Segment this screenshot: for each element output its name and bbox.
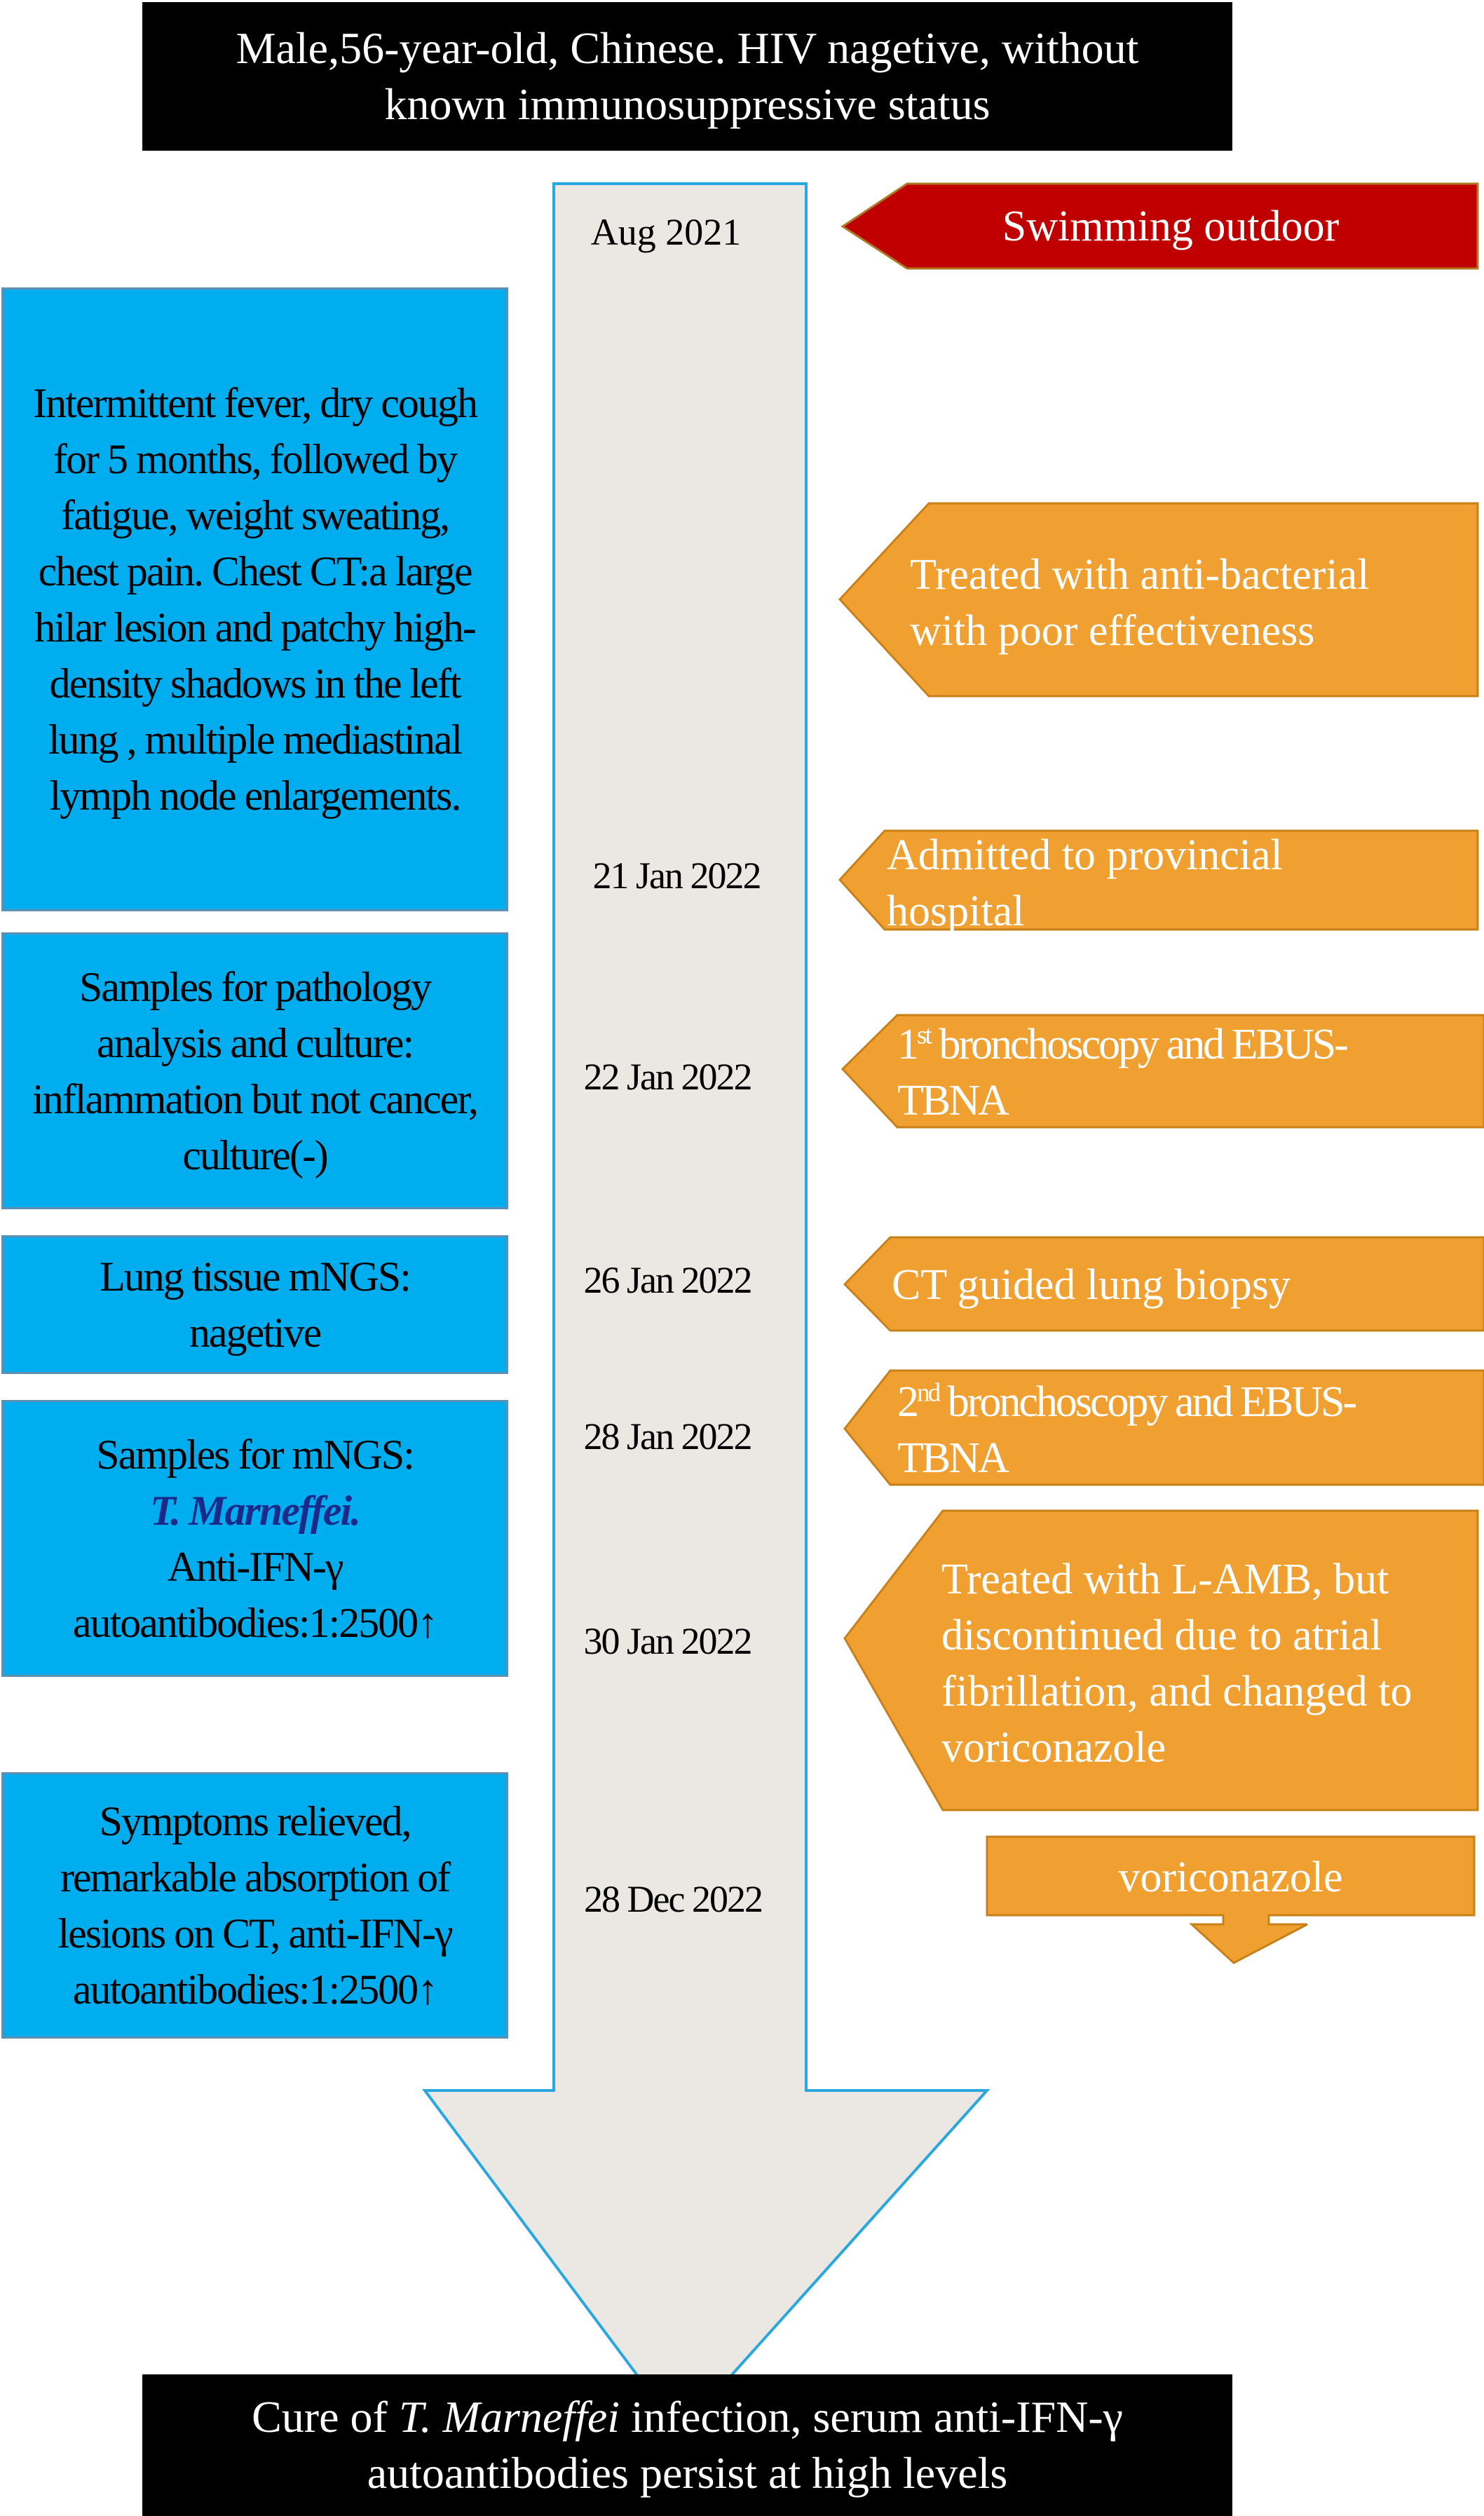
text-line: remarkable absorption of [60, 1854, 450, 1900]
text-line: with poor effectiveness [910, 607, 1315, 655]
text-line: Anti-IFN-γ [167, 1543, 343, 1590]
text-line: Treated with L-AMB, but [941, 1556, 1389, 1603]
text-line: Admitted to provincial [887, 831, 1283, 879]
event-lamb-label [941, 1551, 1474, 1776]
text-line: analysis and culture: [96, 1019, 414, 1066]
text-line: culture(-) [182, 1131, 327, 1178]
text-line: for 5 months, followed by [53, 436, 456, 482]
text-line: bronchoscopy and EBUS- [930, 1021, 1347, 1068]
text-line: Lung tissue mNGS: [100, 1253, 410, 1300]
event-antibacterial-label [910, 547, 1457, 659]
event-bronchoscopy-1-label [897, 1016, 1479, 1129]
footer-text: infection, serum anti-IFN-γ [620, 2392, 1123, 2442]
date-26-jan-2022: 26 Jan 2022 [583, 1259, 751, 1301]
text-line: lung , multiple mediastinal [48, 716, 462, 763]
header-line-1: Male,56-year-old, Chinese. HIV nagetive, without [236, 23, 1139, 73]
footer-line-2: autoantibodies persist at high levels [367, 2448, 1008, 2498]
text-line: voriconazole [941, 1724, 1166, 1772]
text-line: Treated with anti-bacterial [910, 551, 1370, 599]
event-lung-biopsy-label: CT guided lung biopsy [892, 1261, 1291, 1309]
clinical-box-mngs-negative [1, 1235, 508, 1374]
clinical-box-mngs-positive [1, 1400, 508, 1677]
text-line: fatigue, weight sweating, [60, 492, 449, 538]
text-line: lesions on CT, anti-IFN-γ [57, 1910, 452, 1957]
footer-pathogen: T. Marneffei [398, 2392, 620, 2442]
event-swimming-label: Swimming outdoor [1002, 203, 1340, 250]
footer-box [142, 2374, 1232, 2516]
clinical-box-pathology [1, 932, 508, 1209]
footer-line-1 [252, 2389, 1123, 2445]
text-line: chest pain. Chest CT:a large [38, 548, 472, 594]
pathogen-name: T. Marneffei. [149, 1487, 360, 1534]
footer-text: Cure of [252, 2392, 399, 2442]
ordinal-suffix: st [917, 1021, 930, 1050]
ordinal-number: 1 [897, 1021, 917, 1068]
event-admitted-label [887, 827, 1462, 939]
text-line: TBNA [897, 1077, 1007, 1124]
text-line: discontinued due to atrial [941, 1612, 1382, 1659]
text-line: Samples for mNGS: [96, 1431, 414, 1478]
date-22-jan-2022: 22 Jan 2022 [583, 1056, 751, 1098]
date-21-jan-2022: 21 Jan 2022 [592, 855, 761, 897]
text-line: hospital [887, 888, 1025, 935]
text-line: Symptoms relieved, [99, 1798, 411, 1844]
date-28-dec-2022: 28 Dec 2022 [584, 1878, 762, 1920]
text-line: autoantibodies:1:2500↑ [72, 1966, 437, 2013]
header-line-2: known immunosuppressive status [384, 79, 991, 129]
clinical-box-symptoms [1, 287, 508, 911]
text-line: fibrillation, and changed to [941, 1668, 1412, 1715]
date-aug-2021: Aug 2021 [590, 211, 742, 253]
text-line: Samples for pathology [79, 963, 431, 1010]
text-line: nagetive [189, 1310, 321, 1356]
text-line: autoantibodies:1:2500↑ [72, 1599, 437, 1646]
event-voriconazole-label: voriconazole [1118, 1854, 1343, 1901]
text-line: Intermittent fever, dry cough [33, 380, 477, 426]
ordinal-number: 2 [897, 1378, 917, 1426]
text-line: hilar lesion and patchy high- [34, 604, 475, 651]
header-box [142, 2, 1232, 151]
text-line: bronchoscopy and EBUS- [939, 1378, 1356, 1426]
ordinal-suffix: nd [917, 1378, 939, 1408]
event-bronchoscopy-2-label [897, 1374, 1479, 1486]
text-line: TBNA [897, 1434, 1007, 1482]
text-line: lymph node enlargements. [49, 773, 461, 819]
date-30-jan-2022: 30 Jan 2022 [583, 1620, 751, 1662]
text-line: density shadows in the left [49, 660, 461, 707]
date-28-jan-2022: 28 Jan 2022 [583, 1415, 751, 1457]
clinical-box-relieved [1, 1772, 508, 2039]
text-line: inflammation but not cancer, [32, 1075, 477, 1122]
